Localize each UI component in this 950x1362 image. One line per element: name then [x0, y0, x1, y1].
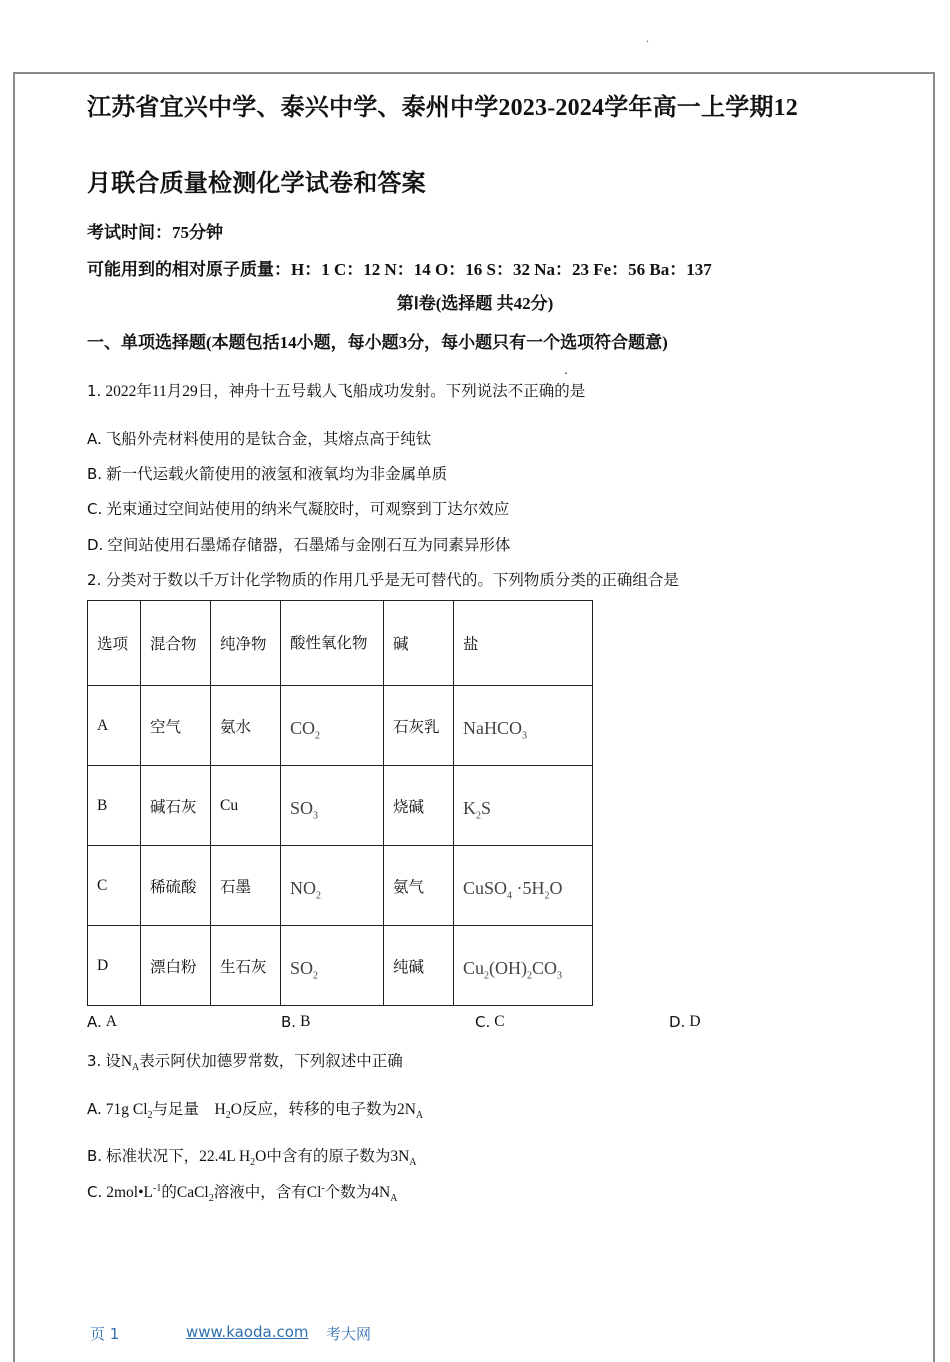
- cell-salt: CuSO$_4$ $\cdot 5H_2O$: [454, 846, 593, 926]
- question-2: [87, 568, 679, 590]
- classification-table: [87, 600, 593, 1006]
- option-text: 光束通过空间站使用的纳米气凝胶时，可观察到丁达尔效应: [106, 501, 510, 518]
- option-letter: D.: [87, 536, 104, 554]
- q1-option-d[interactable]: [87, 533, 510, 555]
- table-row: [88, 926, 593, 1006]
- cell-pure: 氨水: [211, 686, 281, 766]
- site-link[interactable]: www.kaoda.com: [186, 1323, 309, 1341]
- cell-pure: 生石灰: [211, 926, 281, 1006]
- cell-acidic-oxide: $CO_2$: [281, 686, 384, 766]
- cell-option: D: [88, 926, 141, 1006]
- header-cell: 纯净物: [211, 601, 281, 686]
- q1-option-b[interactable]: [87, 462, 447, 484]
- table-row: [88, 846, 593, 926]
- header-cell: 碱: [384, 601, 454, 686]
- question-3: 3. 设$N_A$表示阿伏加德罗常数，下列叙述中正确: [87, 1052, 403, 1074]
- q1-option-a[interactable]: [87, 427, 431, 449]
- cell-mixture: 碱石灰: [141, 766, 211, 846]
- question-number: 2.: [87, 571, 102, 589]
- site-name: 考大网: [326, 1325, 372, 1343]
- cell-salt: NaHCO$_3$: [454, 686, 593, 766]
- question-1: [87, 379, 585, 401]
- q1-option-c[interactable]: [87, 497, 509, 519]
- cell-acidic-oxide: $NO_2$: [281, 846, 384, 926]
- header-cell: 酸性氧化物: [281, 601, 384, 686]
- page-number: 页 1: [90, 1325, 120, 1343]
- cell-mixture: 空气: [141, 686, 211, 766]
- cell-base: 石灰乳: [384, 686, 454, 766]
- table-row: [88, 686, 593, 766]
- top-dot: .: [646, 34, 650, 45]
- q3-option-a[interactable]: A. 71g $Cl_2$与足量 $H_2O$反应，转移的电子数为$2N_A$: [87, 1100, 424, 1122]
- question-stem: 设N: [105, 1053, 133, 1070]
- header-cell: 混合物: [141, 601, 211, 686]
- cell-salt: $Cu_2(OH)_2CO_3$: [454, 926, 593, 1006]
- header-cell: 选项: [88, 601, 141, 686]
- title-line-1: 江苏省宜兴中学、泰兴中学、泰州中学2023-2024学年高一上学期12: [87, 95, 798, 121]
- cell-base: 烧碱: [384, 766, 454, 846]
- question-stem: 2022年11月29日，神舟十五号载人飞船成功发射。下列说法不正确的是: [105, 383, 586, 400]
- part-one-heading: 一、单项选择题(本题包括14小题，每小题3分，每小题只有一个选项符合题意): [87, 333, 668, 352]
- section-title: 第Ⅰ卷(选择题 共42分): [396, 294, 554, 313]
- q3-option-c[interactable]: C. $2mol•L^{-1}$的CaCl$_2$溶液中，含有Cl-个数为$4N_A$: [87, 1182, 398, 1205]
- question-number: 1.: [87, 382, 102, 400]
- cell-mixture: 稀硫酸: [141, 846, 211, 926]
- cell-acidic-oxide: $SO_3$: [281, 766, 384, 846]
- table-header-row: [88, 601, 593, 686]
- q3-option-b[interactable]: B. 标准状况下，22.4L $H_2O$中含有的原子数为$3N_A$: [87, 1147, 417, 1169]
- option-letter: C.: [87, 500, 103, 518]
- atomic-masses: 可能用到的相对原子质量：H：1 C：12 N：14 O：16 S：32 Na：23 Fe：56 Ba：137: [87, 260, 712, 279]
- cell-base: 氨气: [384, 846, 454, 926]
- cell-pure: 石墨: [211, 846, 281, 926]
- option-text: 新一代运载火箭使用的液氢和液氧均为非金属单质: [106, 466, 448, 483]
- cell-pure: Cu: [211, 766, 281, 846]
- cell-base: 纯碱: [384, 926, 454, 1006]
- cell-option: A: [88, 686, 141, 766]
- emphasis-dot: .: [564, 363, 568, 377]
- table-row: [88, 766, 593, 846]
- option-text: 飞船外壳材料使用的是钛合金，其熔点高于纯钛: [105, 431, 432, 448]
- q2-option-a[interactable]: A. A: [87, 1013, 117, 1031]
- q2-option-d[interactable]: D. D: [669, 1013, 701, 1031]
- title-line-2: 月联合质量检测化学试卷和答案: [87, 171, 426, 197]
- q2-option-c[interactable]: C. C: [475, 1013, 505, 1031]
- q2-option-b[interactable]: B. B: [281, 1013, 311, 1031]
- cell-mixture: 漂白粉: [141, 926, 211, 1006]
- option-letter: B.: [87, 465, 103, 483]
- cell-acidic-oxide: $SO_2$: [281, 926, 384, 1006]
- exam-time: 考试时间：75分钟: [87, 223, 223, 242]
- question-number: 3.: [87, 1052, 102, 1070]
- cell-salt: $K_2S$: [454, 766, 593, 846]
- cell-option: B: [88, 766, 141, 846]
- header-cell: 盐: [454, 601, 593, 686]
- option-letter: A.: [87, 430, 102, 448]
- option-text: 空间站使用石墨烯存储器，石墨烯与金刚石互为同素异形体: [107, 537, 511, 554]
- question-stem: 分类对于数以千万计化学物质的作用几乎是无可替代的。下列物质分类的正确组合是: [105, 572, 679, 589]
- cell-option: C: [88, 846, 141, 926]
